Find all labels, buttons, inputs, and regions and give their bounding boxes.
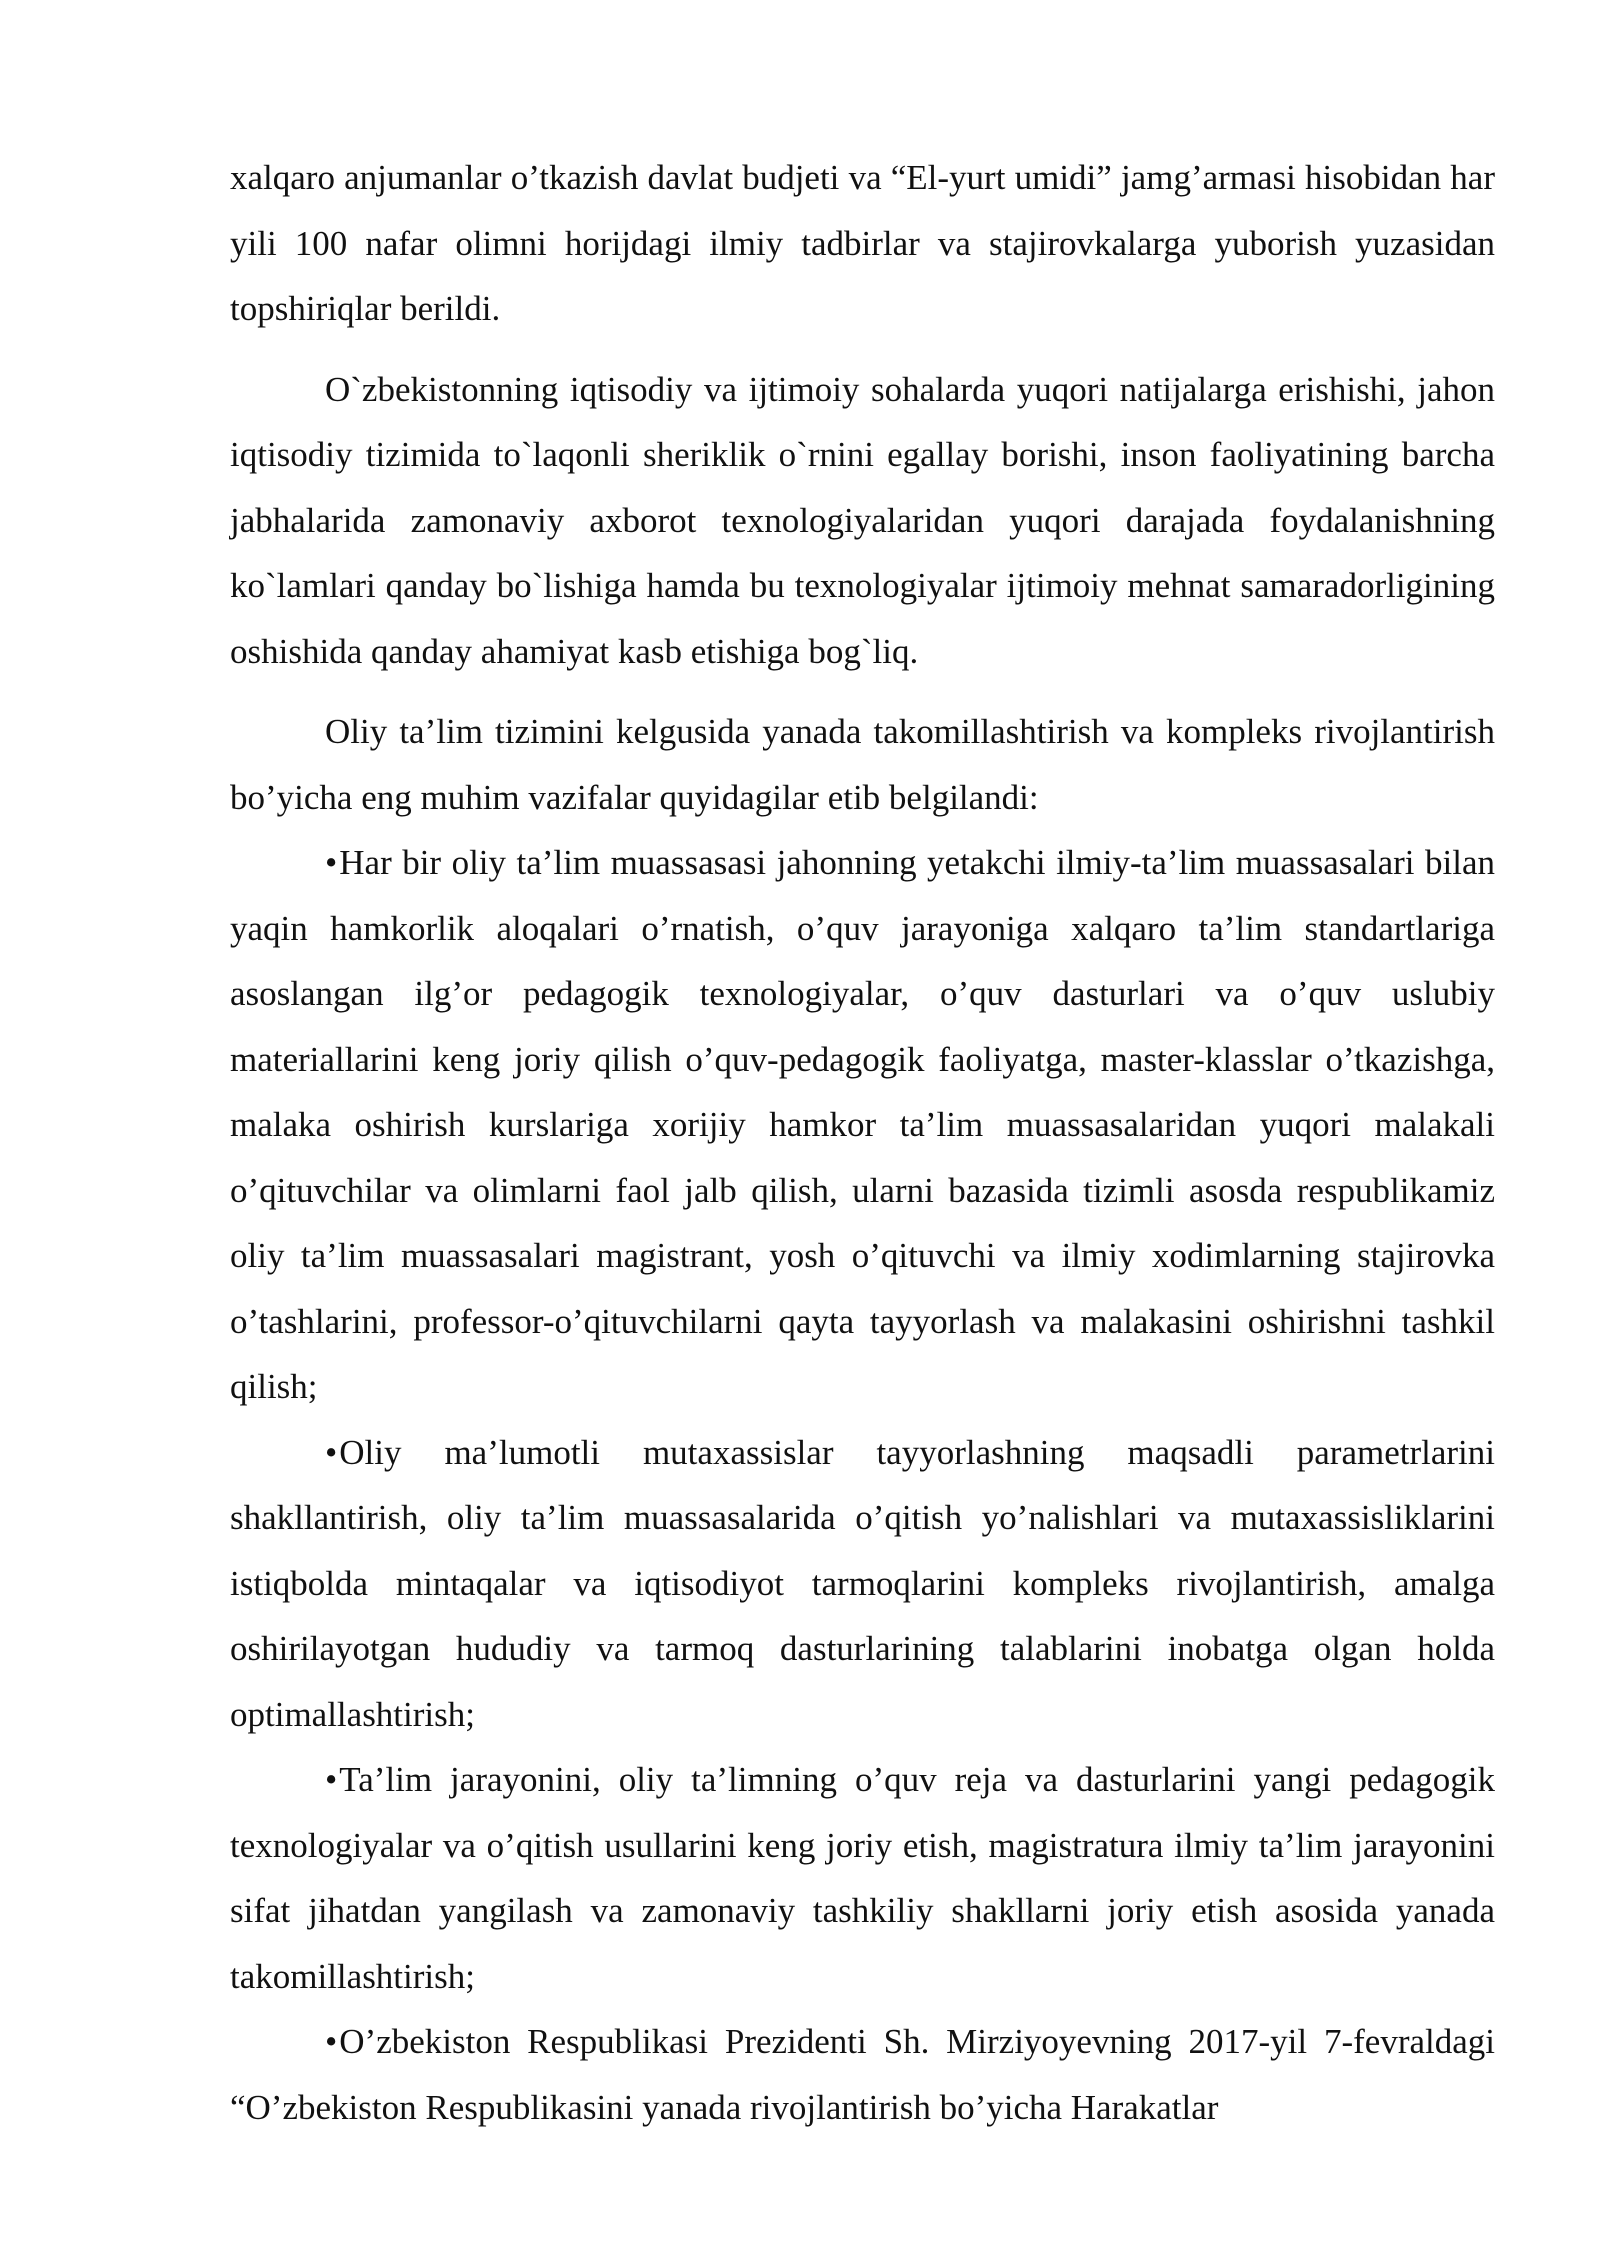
document-page	[230, 145, 1495, 2140]
bullet-item	[230, 1747, 1495, 2009]
bullet-text: Oliy ma’lumotli mutaxassislar tayyorlashning maqsadli parametrlarini shakllantirish, oliy ta’lim muassasalarida o’qitish yo’nalishlari va mutaxassisliklarini istiqbolda mintaqalar va iqtisodiyot tarmoqlarini kompleks rivojlantirish, amalga oshirilayotgan hududiy va tarmoq dasturlarining talablarini inobatga olgan holda optimallashtirish;	[230, 1432, 1495, 1734]
bullet-item	[230, 1420, 1495, 1748]
bullet-icon: •	[325, 2022, 338, 2061]
bullet-icon: •	[325, 1432, 338, 1472]
bullet-item	[230, 2009, 1495, 2140]
bullet-text: Ta’lim jarayonini, oliy ta’limning o’quv reja va dasturlarini yangi pedagogik texnologiyalar va o’qitish usullarini keng joriy etish, magistratura ilmiy ta’lim jarayonini sifat jihatdan yangilash va zamonaviy tashkiliy shakllarni joriy etish asosida yanada takomillashtirish;	[230, 1760, 1495, 1996]
bullet-text: Har bir oliy ta’lim muassasasi jahonning yetakchi ilmiy-ta’lim muassasalari bilan yaqin hamkorlik aloqalari o’rnatish, o’quv jarayoniga xalqaro ta’lim standartlariga asoslangan ilg’or pedagogik texnologiyalar, o’quv dasturlari va o’quv uslubiy materiallarini keng joriy qilish o’quv-pedagogik faoliyatga, master-klasslar o’tkazishga, malaka oshirish kurslariga xorijiy hamkor ta’lim muassasalaridan yuqori malakali o’qituvchilar va olimlarni faol jalb qilish, ularni bazasida tizimli asosda respublikamiz oliy ta’lim muassasalari magistrant, yosh o’qituvchi va ilmiy xodimlarning stajirovka o’tashlarini, professor-o’qituvchilarni qayta tayyorlash va malakasini oshirishni tashkil qilish;	[230, 843, 1495, 1406]
bullet-text: O’zbekiston Respublikasi Prezidenti Sh. Mirziyoyevning 2017-yil 7-fevraldagi “O’zbekiston Respublikasini yanada rivojlantirish bo’yicha Harakatlar	[230, 2022, 1495, 2127]
bullet-icon: •	[325, 1760, 338, 1799]
bullet-item	[230, 830, 1495, 1420]
paragraph-higher-education-tasks: Oliy ta’lim tizimini kelgusida yanada takomillashtirish va kompleks rivojlantirish bo’yicha eng muhim vazifalar quyidagilar etib belgilandi:	[230, 712, 1495, 817]
paragraph-uzbekistan-economy: O`zbekistonning iqtisodiy va ijtimoiy sohalarda yuqori natijalarga erishishi, jahon iqtisodiy tizimida to`laqonli sheriklik o`rnini egallay borishi, inson faoliyatining barcha jabhalarida zamonaviy axborot texnologiyalaridan yuqori darajada foydalanishning ko`lamlari qanday bo`lishiga hamda bu texnologiyalar ijtimoiy mehnat samaradorligining oshishida qanday ahamiyat kasb etishiga bog`liq.	[230, 369, 1495, 671]
bullet-icon: •	[325, 843, 338, 882]
paragraph-continuation: xalqaro anjumanlar o’tkazish davlat budjeti va “El-yurt umidi” jamg’armasi hisobidan har yili 100 nafar olimni horijdagi ilmiy tadbirlar va stajirovkalarga yuborish yuzasidan topshiriqlar berildi.	[230, 158, 1495, 328]
